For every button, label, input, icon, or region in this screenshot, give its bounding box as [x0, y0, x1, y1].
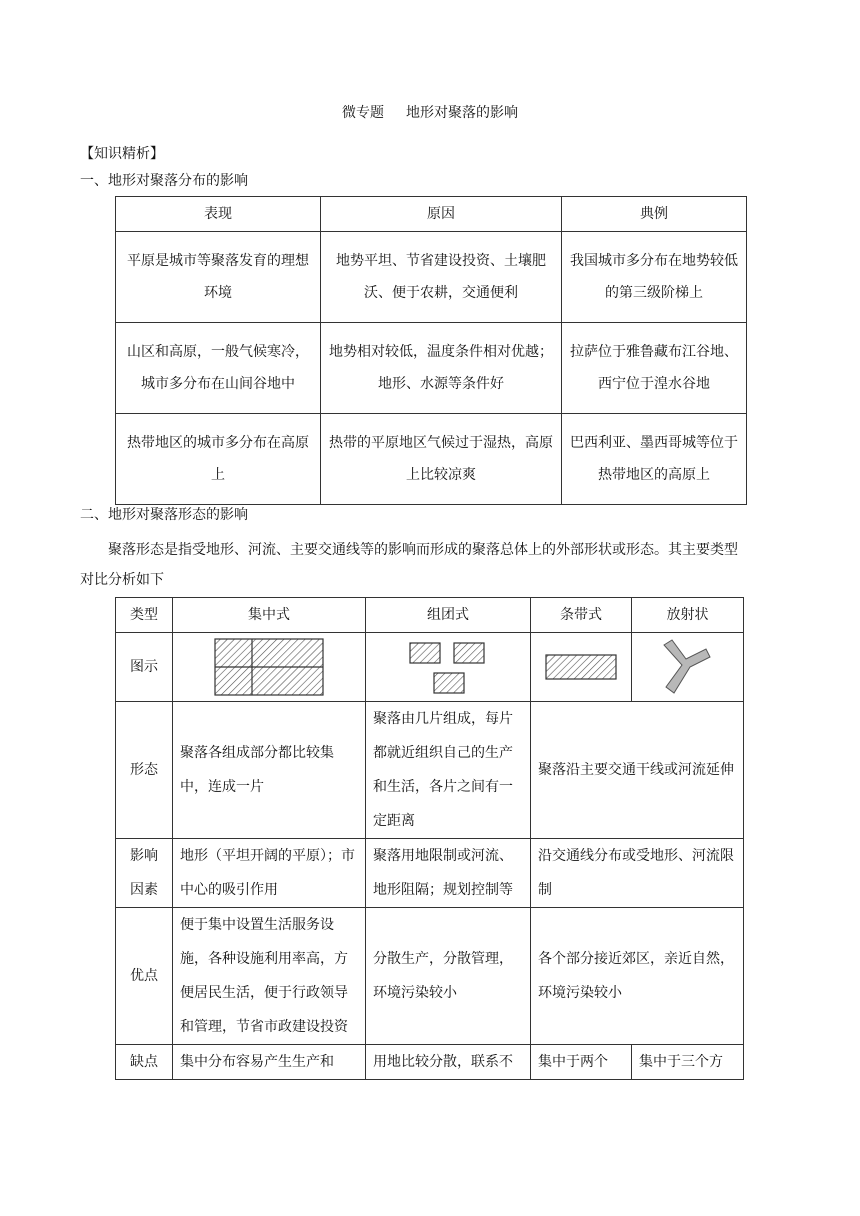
radial-diagram	[658, 637, 718, 697]
section2-paragraph: 聚落形态是指受地形、河流、主要交通线等的影响而形成的聚落总体上的外部形状或形态。其主要类型对比分析如下	[80, 542, 738, 588]
distribution-table	[115, 196, 747, 505]
row-label	[116, 839, 173, 908]
diagram-cell-strip	[531, 633, 632, 702]
label-line: 影响	[130, 848, 158, 864]
header-cell: 组团式	[366, 598, 531, 633]
table-cell: 热带地区的城市多分布在高原上	[116, 414, 321, 505]
table-cell: 便于集中设置生活服务设施，各种设施利用率高，方便居民生活，便于行政领导和管理，节省市政建设投资	[173, 908, 366, 1045]
header-cell: 类型	[116, 598, 173, 633]
morphology-table	[115, 597, 744, 1080]
table-cell: 地势平坦、节省建设投资、土壤肥沃、便于农耕，交通便利	[321, 232, 562, 323]
label-line: 因素	[130, 882, 158, 898]
header-cell: 典例	[562, 197, 747, 232]
header-cell: 表现	[116, 197, 321, 232]
table-cell: 我国城市多分布在地势较低的第三级阶梯上	[562, 232, 747, 323]
table-cell: 用地比较分散，联系不	[366, 1045, 531, 1080]
table-row	[116, 702, 744, 839]
table-row	[116, 633, 744, 702]
table-cell: 沿交通线分布或受地形、河流限制	[531, 839, 744, 908]
table-cell: 地形（平坦开阔的平原）；市中心的吸引作用	[173, 839, 366, 908]
title-prefix: 微专题	[342, 105, 384, 121]
diagram-cell-concentrated	[173, 633, 366, 702]
cluster-diagram	[408, 639, 488, 695]
header-cell: 条带式	[531, 598, 632, 633]
table-row	[116, 414, 747, 505]
header-cell: 原因	[321, 197, 562, 232]
table-row	[116, 323, 747, 414]
header-cell: 集中式	[173, 598, 366, 633]
table-cell: 集中分布容易产生生产和	[173, 1045, 366, 1080]
table-cell: 山区和高原，一般气候寒冷，城市多分布在山间谷地中	[116, 323, 321, 414]
page-title	[0, 102, 860, 122]
table-cell: 聚落沿主要交通干线或河流延伸	[531, 702, 744, 839]
row-label: 优点	[116, 908, 173, 1045]
table-row	[116, 839, 744, 908]
table-cell: 分散生产，分散管理，环境污染较小	[366, 908, 531, 1045]
diagram-cell-radial	[632, 633, 744, 702]
table-row	[116, 908, 744, 1045]
table-cell: 拉萨位于雅鲁藏布江谷地、西宁位于湟水谷地	[562, 323, 747, 414]
table-cell: 各个部分接近郊区，亲近自然，环境污染较小	[531, 908, 744, 1045]
header-cell: 放射状	[632, 598, 744, 633]
table-cell: 聚落用地限制或河流、地形阻隔；规划控制等	[366, 839, 531, 908]
section2-heading: 二、地形对聚落形态的影响	[80, 507, 248, 523]
table-cell: 聚落由几片组成，每片都就近组织自己的生产和生活，各片之间有一定距离	[366, 702, 531, 839]
table-cell: 平原是城市等聚落发育的理想环境	[116, 232, 321, 323]
table-cell: 集中于两个	[531, 1045, 632, 1080]
table-row	[116, 232, 747, 323]
table-cell: 巴西利亚、墨西哥城等位于热带地区的高原上	[562, 414, 747, 505]
diagram-cell-cluster	[366, 633, 531, 702]
row-label: 形态	[116, 702, 173, 839]
concentrated-diagram	[214, 638, 324, 696]
table-cell: 地势相对较低，温度条件相对优越；地形、水源等条件好	[321, 323, 562, 414]
table-header-row	[116, 598, 744, 633]
table-header-row	[116, 197, 747, 232]
strip-diagram	[544, 652, 618, 682]
table-cell: 聚落各组成部分都比较集中，连成一片	[173, 702, 366, 839]
title-main: 地形对聚落的影响	[406, 105, 518, 121]
table-cell: 热带的平原地区气候过于湿热，高原上比较凉爽	[321, 414, 562, 505]
section1-heading: 一、地形对聚落分布的影响	[80, 173, 248, 189]
section-label: 【知识精析】	[80, 146, 164, 162]
table-row	[116, 1045, 744, 1080]
row-label: 缺点	[116, 1045, 173, 1080]
table-cell: 集中于三个方	[632, 1045, 744, 1080]
row-label: 图示	[116, 633, 173, 702]
